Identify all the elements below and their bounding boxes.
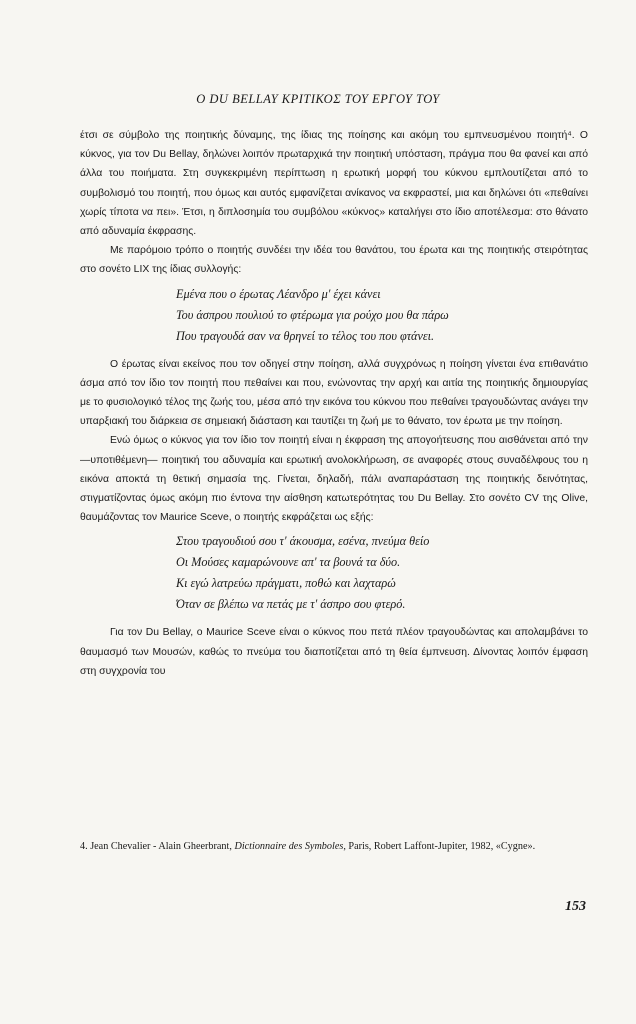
footnote-title: Dictionnaire des Symboles <box>234 841 344 852</box>
page-number: 153 <box>565 899 586 914</box>
poem-quote-1 <box>176 284 588 347</box>
poem-line: Κι εγώ λατρεύω πράγματι, ποθώ και λαχταρώ <box>176 576 396 591</box>
running-header: Ο DU BELLAY ΚΡΙΤΙΚΟΣ ΤΟΥ ΕΡΓΟΥ ΤΟΥ <box>196 92 440 106</box>
paragraph: έτσι σε σύμβολο της ποιητικής δύναμης, της ίδιας της ποίησης και ακόμη του εμπνευσμένου ποιητή⁴. Ο κύκνος, για τον Du Bellay, δηλώνει λοιπόν πρωταρχικά την ποιητική υπόσταση, πράγμα που θα φανεί και από άλλα του ποιήματα. Στη συγκεκριμένη περίπτωση η ερωτική μορφή του κύκνου εμπλουτίζεται από το συμβολισμό του ποιητή, που όμως και αυτός εμφανίζεται ανίκανος να εκφραστεί, μια και δηλώνει ότι «πεθαίνει χωρίς τίποτα να πει». Έτσι, η διπλοσημία του συμβόλου «κύκνος» καταλήγει στο ίδιο αποτέλεσμα: στο θάνατο από αδυναμία έκφρασης. <box>80 130 588 238</box>
paragraph: Ενώ όμως ο κύκνος για τον ίδιο τον ποιητή είναι η έκφραση της απογοήτευσης που αισθάνεται από την —υποτιθέμενη— ποιητική του αδυναμία και ερωτική ανολοκλήρωση, σε αναφορές στους συναδέλφους του η εικόνα αποκτά τη θετική σημασία της. Γίνεται, δηλαδή, πάλι αναπαράσταση της ποιητικής δεινότητας, στιγματίζοντας όμως ακόμη πιο έντονα την αίσθηση κατωτερότητας του Du Bellay. Στο σονέτο CV της Olive, θαυμάζοντας τον Maurice Sceve, ο ποιητής εκφράζεται ως εξής: <box>80 435 588 524</box>
poem-line: Που τραγουδά σαν να θρηνεί το τέλος του που φτάνει. <box>176 328 435 343</box>
footnote-suffix: , Paris, Robert Laffont-Jupiter, 1982, «Cygne». <box>343 841 536 852</box>
paragraph: Για τον Du Bellay, ο Maurice Sceve είναι ο κύκνος που πετά πλέον τραγουδώντας και απολαμβάνει το θαυμασμό των Μουσών, καθώς το πνεύμα του διαποτίζεται από τη θεία έμπνευση. Δίνοντας λοιπόν έμφαση στη συγχρονία του <box>80 627 588 677</box>
paragraph: Με παρόμοιο τρόπο ο ποιητής συνδέει την ιδέα του θανάτου, του έρωτα και της ποιητικής στειρότητας στο σονέτο LIX της ίδιας συλλογής: <box>80 245 588 276</box>
poem-line: Του άσπρου πουλιού το φτέρωμα για ρούχο μου θα πάρω <box>176 307 449 322</box>
poem-quote-2 <box>176 531 588 615</box>
poem-line: Στου τραγουδιού σου τ' άκουσμα, εσένα, πνεύμα θείο <box>176 534 430 549</box>
poem-line: Εμένα που ο έρωτας Λέανδρο μ' έχει κάνει <box>176 286 381 301</box>
poem-line: Όταν σε βλέπω να πετάς με τ' άσπρο σου φτερό. <box>176 597 406 612</box>
footnote-prefix: 4. Jean Chevalier - Alain Gheerbrant, <box>80 841 235 852</box>
footnote <box>80 838 588 856</box>
paragraph: Ο έρωτας είναι εκείνος που τον οδηγεί στην ποίηση, αλλά συγχρόνως η ποίηση γίνεται ένα επιθανάτιο άσμα από τον ίδιο τον ποιητή που πεθαίνει και που, ενώνοντας την αρχή και αιτία της ποιητικής δημιουργίας με το φυσιολογικό τέλος της ζωής του, μέσα από την εικόνα του κύκνου που πεθαίνει τραγουδώντας ανάγει την υπαρξιακή του διάρκεια σε σημειακή διάσταση και ταυτίζει τη ζωή με το θάνατο, τον έρωτα με την ποίηση. <box>80 358 588 428</box>
body-text <box>80 126 588 681</box>
poem-line: Οι Μούσες καμαρώνουνε απ' τα βουνά τα δύο. <box>176 555 401 570</box>
